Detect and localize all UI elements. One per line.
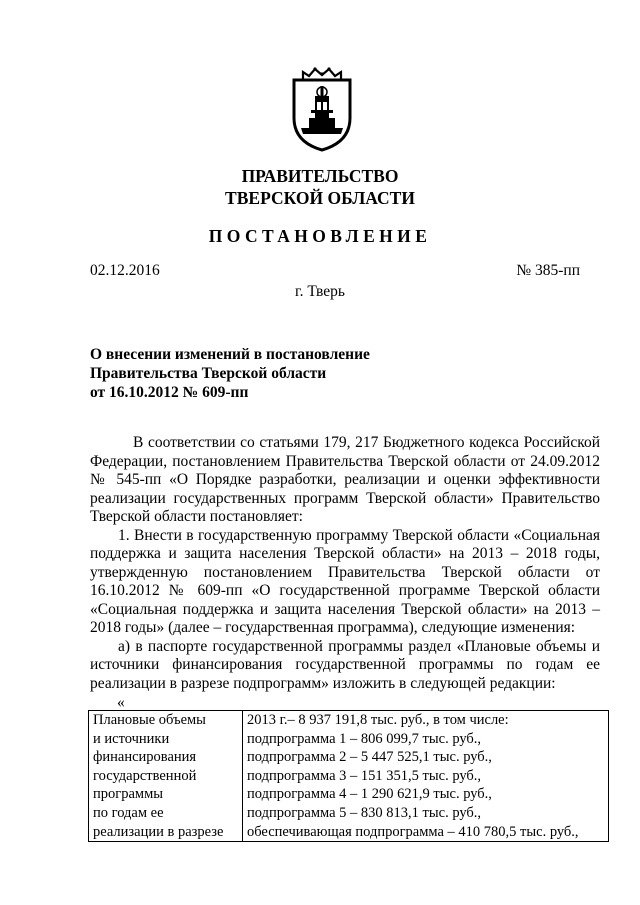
body-paragraph-preamble: В соответствии со статьями 179, 217 Бюджетного кодекса Российской Федерации, постановлением Правительства Тверской области от 24.09.2012 № 545-пп «О Порядке разработки, реализации и оценки эффективности реализации государственных программ Тверской области» Правительство Тверской области постановляет: [90,434,600,525]
label-line: реализации в разрезе [93,823,224,840]
body-paragraph-item-1: 1. Внести в государственную программу Тверской области «Социальная поддержка и защита населения Тверской области» на 2013 – 2018 годы, утвержденную постановлением Правительства Тверской области от 16.10.2012 № 609-пп «О государственной программе Тверской области «Социальная поддержка и защита населения Тверской области» на 2013 – 2018 годы» (далее – государственная программа), следующие изменения: [90,526,600,636]
table-row [89,711,609,842]
document-type-title: ПОСТАНОВЛЕНИЕ [208,226,432,246]
body-paragraph-item-a: а) в паспорте государственной программы раздел «Плановые объемы и источники финансирования государственной программы по годам ее реализации в разрезе подпрограмм» изложить в следующей редакции: [90,637,600,692]
value-line: 2013 г.– 8 937 191,8 тыс. руб., в том числе: [247,712,509,728]
government-title-line1: ПРАВИТЕЛЬСТВО [241,166,399,186]
financing-values-cell [243,711,609,842]
value-line: подпрограмма 5 – 830 813,1 тыс. руб., [247,804,482,821]
government-title-line2: ТВЕРСКОЙ ОБЛАСТИ [225,188,415,208]
label-line: Плановые объемы [93,712,206,728]
value-line: подпрограмма 1 – 806 099,7 тыс. руб., [247,730,482,747]
label-line: программы [93,786,163,803]
subject-line: О внесении изменений в постановление [90,346,370,363]
opening-quote-mark: « [117,694,125,711]
document-subject [90,345,370,402]
document-number: № 385-пп [516,262,580,279]
tver-coat-of-arms-icon [291,66,353,152]
value-line: подпрограмма 4 – 1 290 621,9 тыс. руб., [247,786,492,803]
financing-label-cell [89,711,243,842]
subject-line: от 16.10.2012 № 609-пп [90,384,249,401]
subject-line: Правительства Тверской области [90,365,327,382]
value-line: подпрограмма 3 – 151 351,5 тыс. руб., [247,767,482,784]
document-body [90,434,600,693]
label-line: и источники [93,730,170,747]
value-line: обеспечивающая подпрограмма – 410 780,5 тыс. руб., [247,823,579,840]
value-line: подпрограмма 2 – 5 447 525,1 тыс. руб., [247,749,492,766]
financing-table [88,710,609,842]
document-date: 02.12.2016 [90,262,160,279]
label-line: по годам ее [93,804,164,821]
label-line: государственной [93,767,197,784]
label-line: финансирования [93,749,197,766]
document-city: г. Тверь [295,283,345,300]
